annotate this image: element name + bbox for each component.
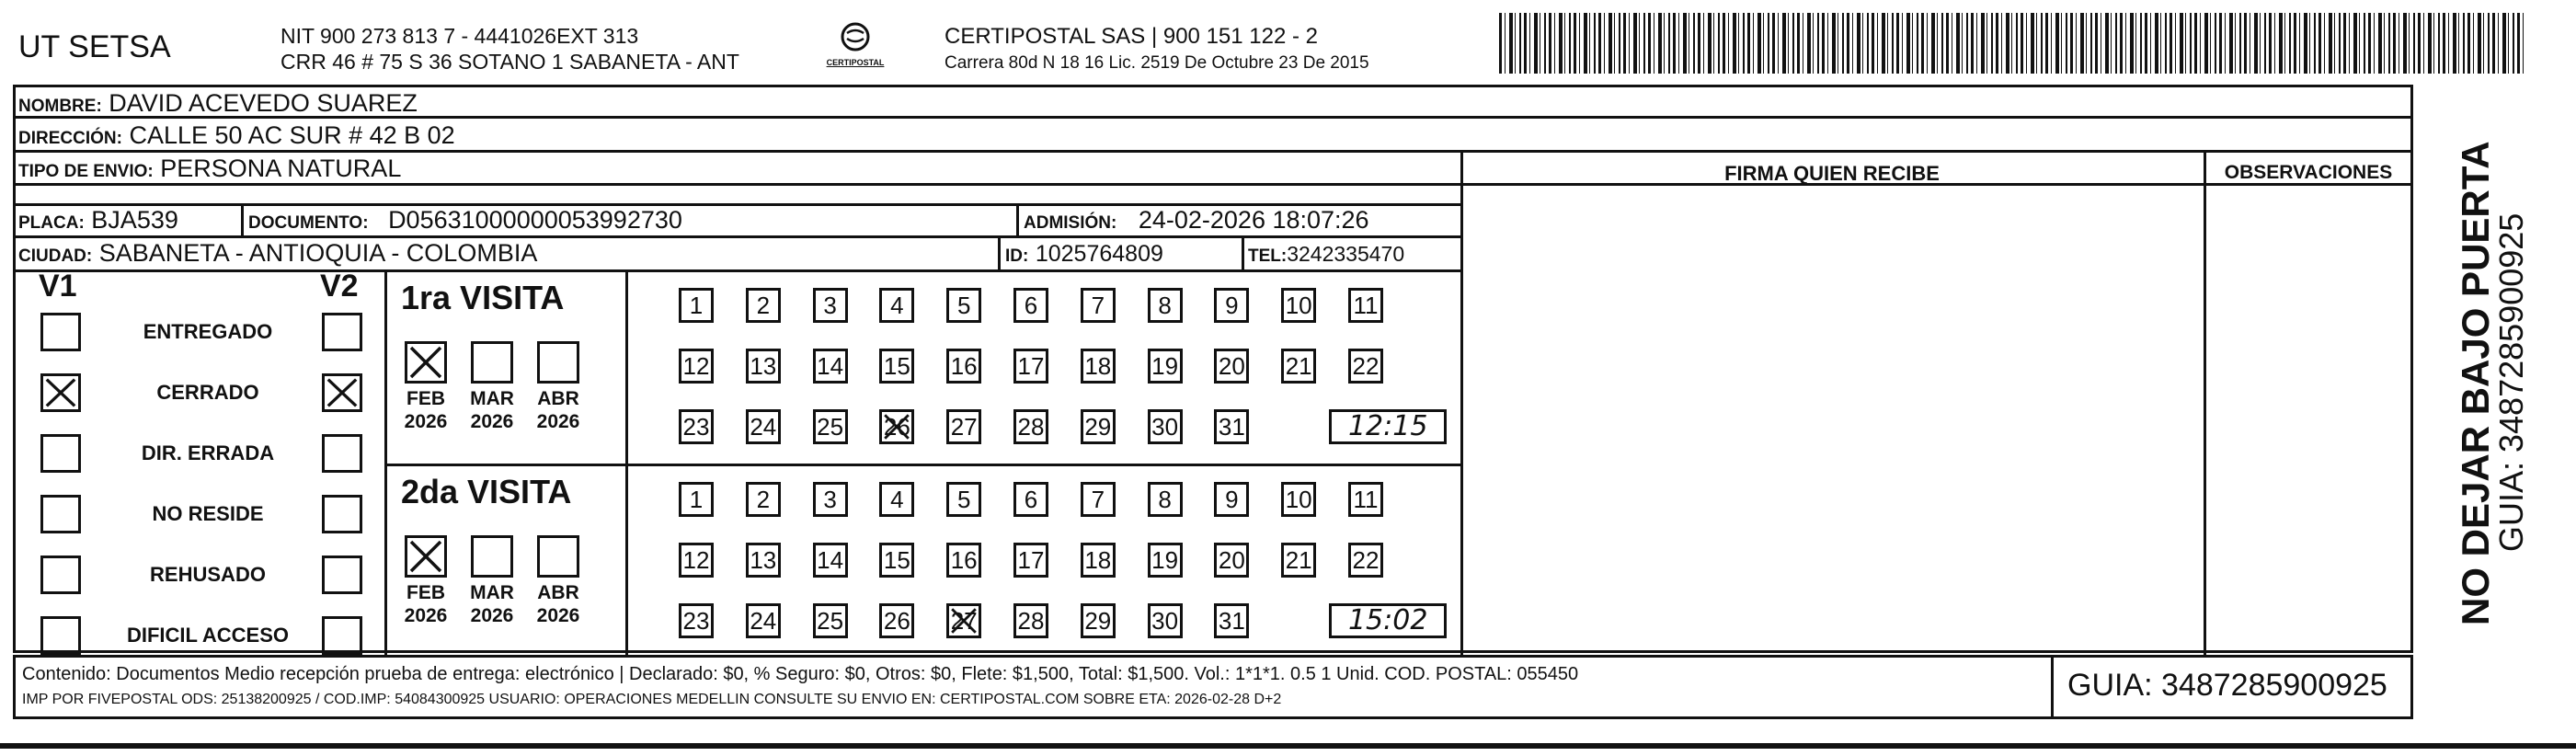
day-box[interactable]: 9 <box>1214 482 1249 517</box>
day-box[interactable]: 10 <box>1281 288 1316 323</box>
status-v2-checkbox[interactable] <box>322 495 362 533</box>
guia-vertical: GUIA: 3487285900925 <box>2492 212 2530 552</box>
month-name: FEB <box>406 582 445 603</box>
placa-cell <box>18 204 178 239</box>
month-label <box>463 387 521 433</box>
tipo-value: PERSONA NATURAL <box>160 155 402 182</box>
day-box[interactable]: 12 <box>679 349 714 384</box>
ciudad-cell <box>18 237 537 272</box>
ciudad-label: CIUDAD: <box>18 246 93 266</box>
status-v1-checkbox[interactable] <box>40 556 81 594</box>
company-name: UT SETSA <box>18 29 171 64</box>
id-value: 1025764809 <box>1035 241 1163 267</box>
nombre-row <box>18 87 418 122</box>
placa-label: PLACA: <box>18 213 85 233</box>
day-box[interactable]: 26 <box>879 603 914 638</box>
month-label <box>529 581 588 627</box>
documento-value: D05631000000053992730 <box>388 206 682 234</box>
day-box[interactable]: 25 <box>813 409 848 444</box>
nombre-label: NOMBRE: <box>18 97 102 116</box>
day-box[interactable]: 16 <box>946 349 981 384</box>
direccion-row <box>18 120 455 155</box>
documento-cell <box>248 204 682 239</box>
visit-time: 15:02 <box>1329 603 1447 638</box>
day-box[interactable]: 3 <box>813 482 848 517</box>
status-v1-checkbox[interactable] <box>40 495 81 533</box>
id-label: ID: <box>1005 246 1029 266</box>
visit-title: 2da VISITA <box>401 473 572 510</box>
day-box[interactable]: 23 <box>679 603 714 638</box>
day-box[interactable]: 12 <box>679 543 714 578</box>
day-box[interactable]: 2 <box>746 482 781 517</box>
day-box[interactable]: 15 <box>879 349 914 384</box>
day-box[interactable]: 7 <box>1081 288 1116 323</box>
day-box[interactable]: 6 <box>1013 482 1048 517</box>
certipostal-line1: CERTIPOSTAL SAS | 900 151 122 - 2 <box>945 24 1318 49</box>
day-box[interactable]: 29 <box>1081 409 1116 444</box>
day-box[interactable]: 1 <box>679 482 714 517</box>
month-name: ABR <box>537 582 579 603</box>
day-box[interactable]: 10 <box>1281 482 1316 517</box>
day-box[interactable]: 24 <box>746 409 781 444</box>
observaciones-label: OBSERVACIONES <box>2224 162 2393 183</box>
placa-value: BJA539 <box>91 206 178 234</box>
logo-text: CERTIPOSTAL <box>826 58 885 67</box>
admision-cell <box>1024 204 1369 239</box>
day-box[interactable]: 29 <box>1081 603 1116 638</box>
month-year: 2026 <box>536 411 580 432</box>
day-box[interactable]: 20 <box>1214 349 1249 384</box>
month-checkbox[interactable] <box>405 341 447 384</box>
certipostal-line2: Carrera 80d N 18 16 Lic. 2519 De Octubre 23 De 2015 <box>945 53 1369 73</box>
logo-icon <box>835 22 876 53</box>
day-box[interactable]: 17 <box>1013 543 1048 578</box>
day-box[interactable]: 13 <box>746 349 781 384</box>
month-year: 2026 <box>404 411 448 432</box>
day-box[interactable]: 21 <box>1281 543 1316 578</box>
status-v2-checkbox[interactable] <box>322 373 362 412</box>
day-box[interactable]: 18 <box>1081 349 1116 384</box>
status-v2-checkbox[interactable] <box>322 434 362 473</box>
month-label <box>463 581 521 627</box>
month-name: ABR <box>537 388 579 409</box>
month-checkbox[interactable] <box>405 535 447 578</box>
bottom-rule <box>0 743 2576 749</box>
admision-value: 24-02-2026 18:07:26 <box>1138 206 1369 234</box>
day-box[interactable]: 11 <box>1348 288 1383 323</box>
status-v1-checkbox[interactable] <box>40 434 81 473</box>
status-label: CERRADO <box>156 381 259 404</box>
day-box[interactable]: 24 <box>746 603 781 638</box>
month-name: MAR <box>470 582 514 603</box>
day-box[interactable]: 27 <box>946 409 981 444</box>
month-year: 2026 <box>404 605 448 626</box>
day-box[interactable]: 19 <box>1148 349 1183 384</box>
day-box[interactable]: 5 <box>946 288 981 323</box>
month-label <box>396 387 455 433</box>
tipo-row <box>18 153 401 188</box>
day-box[interactable]: 8 <box>1148 482 1183 517</box>
tel-cell <box>1248 237 1404 272</box>
day-box[interactable]: 4 <box>879 288 914 323</box>
month-year: 2026 <box>470 605 514 626</box>
day-box[interactable]: 16 <box>946 543 981 578</box>
day-box[interactable]: 31 <box>1214 603 1249 638</box>
day-box[interactable]: 9 <box>1214 288 1249 323</box>
firma-label: FIRMA QUIEN RECIBE <box>1724 162 1940 185</box>
tipo-label: TIPO DE ENVIO: <box>18 162 154 181</box>
day-box[interactable]: 1 <box>679 288 714 323</box>
day-box[interactable]: 5 <box>946 482 981 517</box>
day-box[interactable]: 23 <box>679 409 714 444</box>
month-checkbox[interactable] <box>537 535 579 578</box>
day-box[interactable]: 31 <box>1214 409 1249 444</box>
day-box[interactable]: 21 <box>1281 349 1316 384</box>
admision-label: ADMISIÓN: <box>1024 213 1117 233</box>
day-box[interactable]: 30 <box>1148 409 1183 444</box>
status-label: DIR. ERRADA <box>141 441 275 464</box>
direccion-label: DIRECCIÓN: <box>18 129 122 148</box>
barcode <box>1499 13 2525 74</box>
nombre-value: DAVID ACEVEDO SUAREZ <box>109 89 418 117</box>
day-box[interactable]: 7 <box>1081 482 1116 517</box>
status-label: ENTREGADO <box>143 320 273 343</box>
direccion-value: CALLE 50 AC SUR # 42 B 02 <box>129 121 455 149</box>
day-box[interactable]: 19 <box>1148 543 1183 578</box>
month-checkbox[interactable] <box>537 341 579 384</box>
day-box[interactable]: 27 <box>946 603 981 638</box>
day-box[interactable]: 26 <box>879 409 914 444</box>
day-box[interactable]: 6 <box>1013 288 1048 323</box>
status-v2-checkbox[interactable] <box>322 556 362 594</box>
tel-label: TEL: <box>1248 246 1288 266</box>
day-box[interactable]: 3 <box>813 288 848 323</box>
footer-contenido: Contenido: Documentos Medio recepción prueba de entrega: electrónico | Declarado: $0, % Seguro: $0, Otros: $0, Flete: $1,500, Total: $1,500. Vol.: 1*1*1. 0.5 1 Unid. COD. POSTAL: 055450 <box>22 664 1579 684</box>
day-box[interactable]: 13 <box>746 543 781 578</box>
address-line: CRR 46 # 75 S 36 SOTANO 1 SABANETA - ANT <box>280 50 739 74</box>
tel-value: 3242335470 <box>1287 242 1405 266</box>
status-label: NO RESIDE <box>152 502 264 525</box>
day-box[interactable]: 22 <box>1348 349 1383 384</box>
day-box[interactable]: 8 <box>1148 288 1183 323</box>
month-year: 2026 <box>470 411 514 432</box>
certipostal-logo <box>814 22 897 74</box>
day-box[interactable]: 20 <box>1214 543 1249 578</box>
id-cell <box>1005 237 1163 272</box>
ciudad-value: SABANETA - ANTIOQUIA - COLOMBIA <box>98 239 538 267</box>
documento-label: DOCUMENTO: <box>248 213 369 233</box>
day-box[interactable]: 28 <box>1013 409 1048 444</box>
day-box[interactable]: 17 <box>1013 349 1048 384</box>
status-v2-checkbox[interactable] <box>322 616 362 655</box>
status-label: DIFICIL ACCESO <box>126 624 289 647</box>
status-v2-checkbox[interactable] <box>322 313 362 351</box>
day-box[interactable]: 30 <box>1148 603 1183 638</box>
day-box[interactable]: 4 <box>879 482 914 517</box>
day-box[interactable]: 2 <box>746 288 781 323</box>
day-box[interactable]: 22 <box>1348 543 1383 578</box>
footer-guia: GUIA: 3487285900925 <box>2067 668 2387 703</box>
month-label <box>396 581 455 627</box>
v2-label: V2 <box>320 269 359 304</box>
footer-imp-line: IMP POR FIVEPOSTAL ODS: 25138200925 / COD.IMP: 54084300925 USUARIO: OPERACIONES MEDELLIN CONSULTE SU ENVIO EN: CERTIPOSTAL.COM SOBRE ETA: 2026-02-28 D+2 <box>22 692 1282 707</box>
day-box[interactable]: 18 <box>1081 543 1116 578</box>
month-year: 2026 <box>536 605 580 626</box>
v1-label: V1 <box>39 269 77 304</box>
month-checkbox[interactable] <box>471 341 513 384</box>
day-box[interactable]: 14 <box>813 543 848 578</box>
month-label <box>529 387 588 433</box>
status-label: REHUSADO <box>150 563 266 586</box>
status-v1-checkbox[interactable] <box>40 313 81 351</box>
month-checkbox[interactable] <box>471 535 513 578</box>
status-v1-checkbox[interactable] <box>40 616 81 655</box>
day-box[interactable]: 28 <box>1013 603 1048 638</box>
month-name: FEB <box>406 388 445 409</box>
day-box[interactable]: 14 <box>813 349 848 384</box>
day-box[interactable]: 15 <box>879 543 914 578</box>
nit-line: NIT 900 273 813 7 - 4441026EXT 313 <box>280 24 639 48</box>
no-dejar-bajo-puerta: NO DEJAR BAJO PUERTA <box>2454 141 2497 625</box>
day-box[interactable]: 11 <box>1348 482 1383 517</box>
visit-time: 12:15 <box>1329 409 1447 444</box>
month-name: MAR <box>470 388 514 409</box>
day-box[interactable]: 25 <box>813 603 848 638</box>
visit-title: 1ra VISITA <box>401 279 565 316</box>
status-v1-checkbox[interactable] <box>40 373 81 412</box>
